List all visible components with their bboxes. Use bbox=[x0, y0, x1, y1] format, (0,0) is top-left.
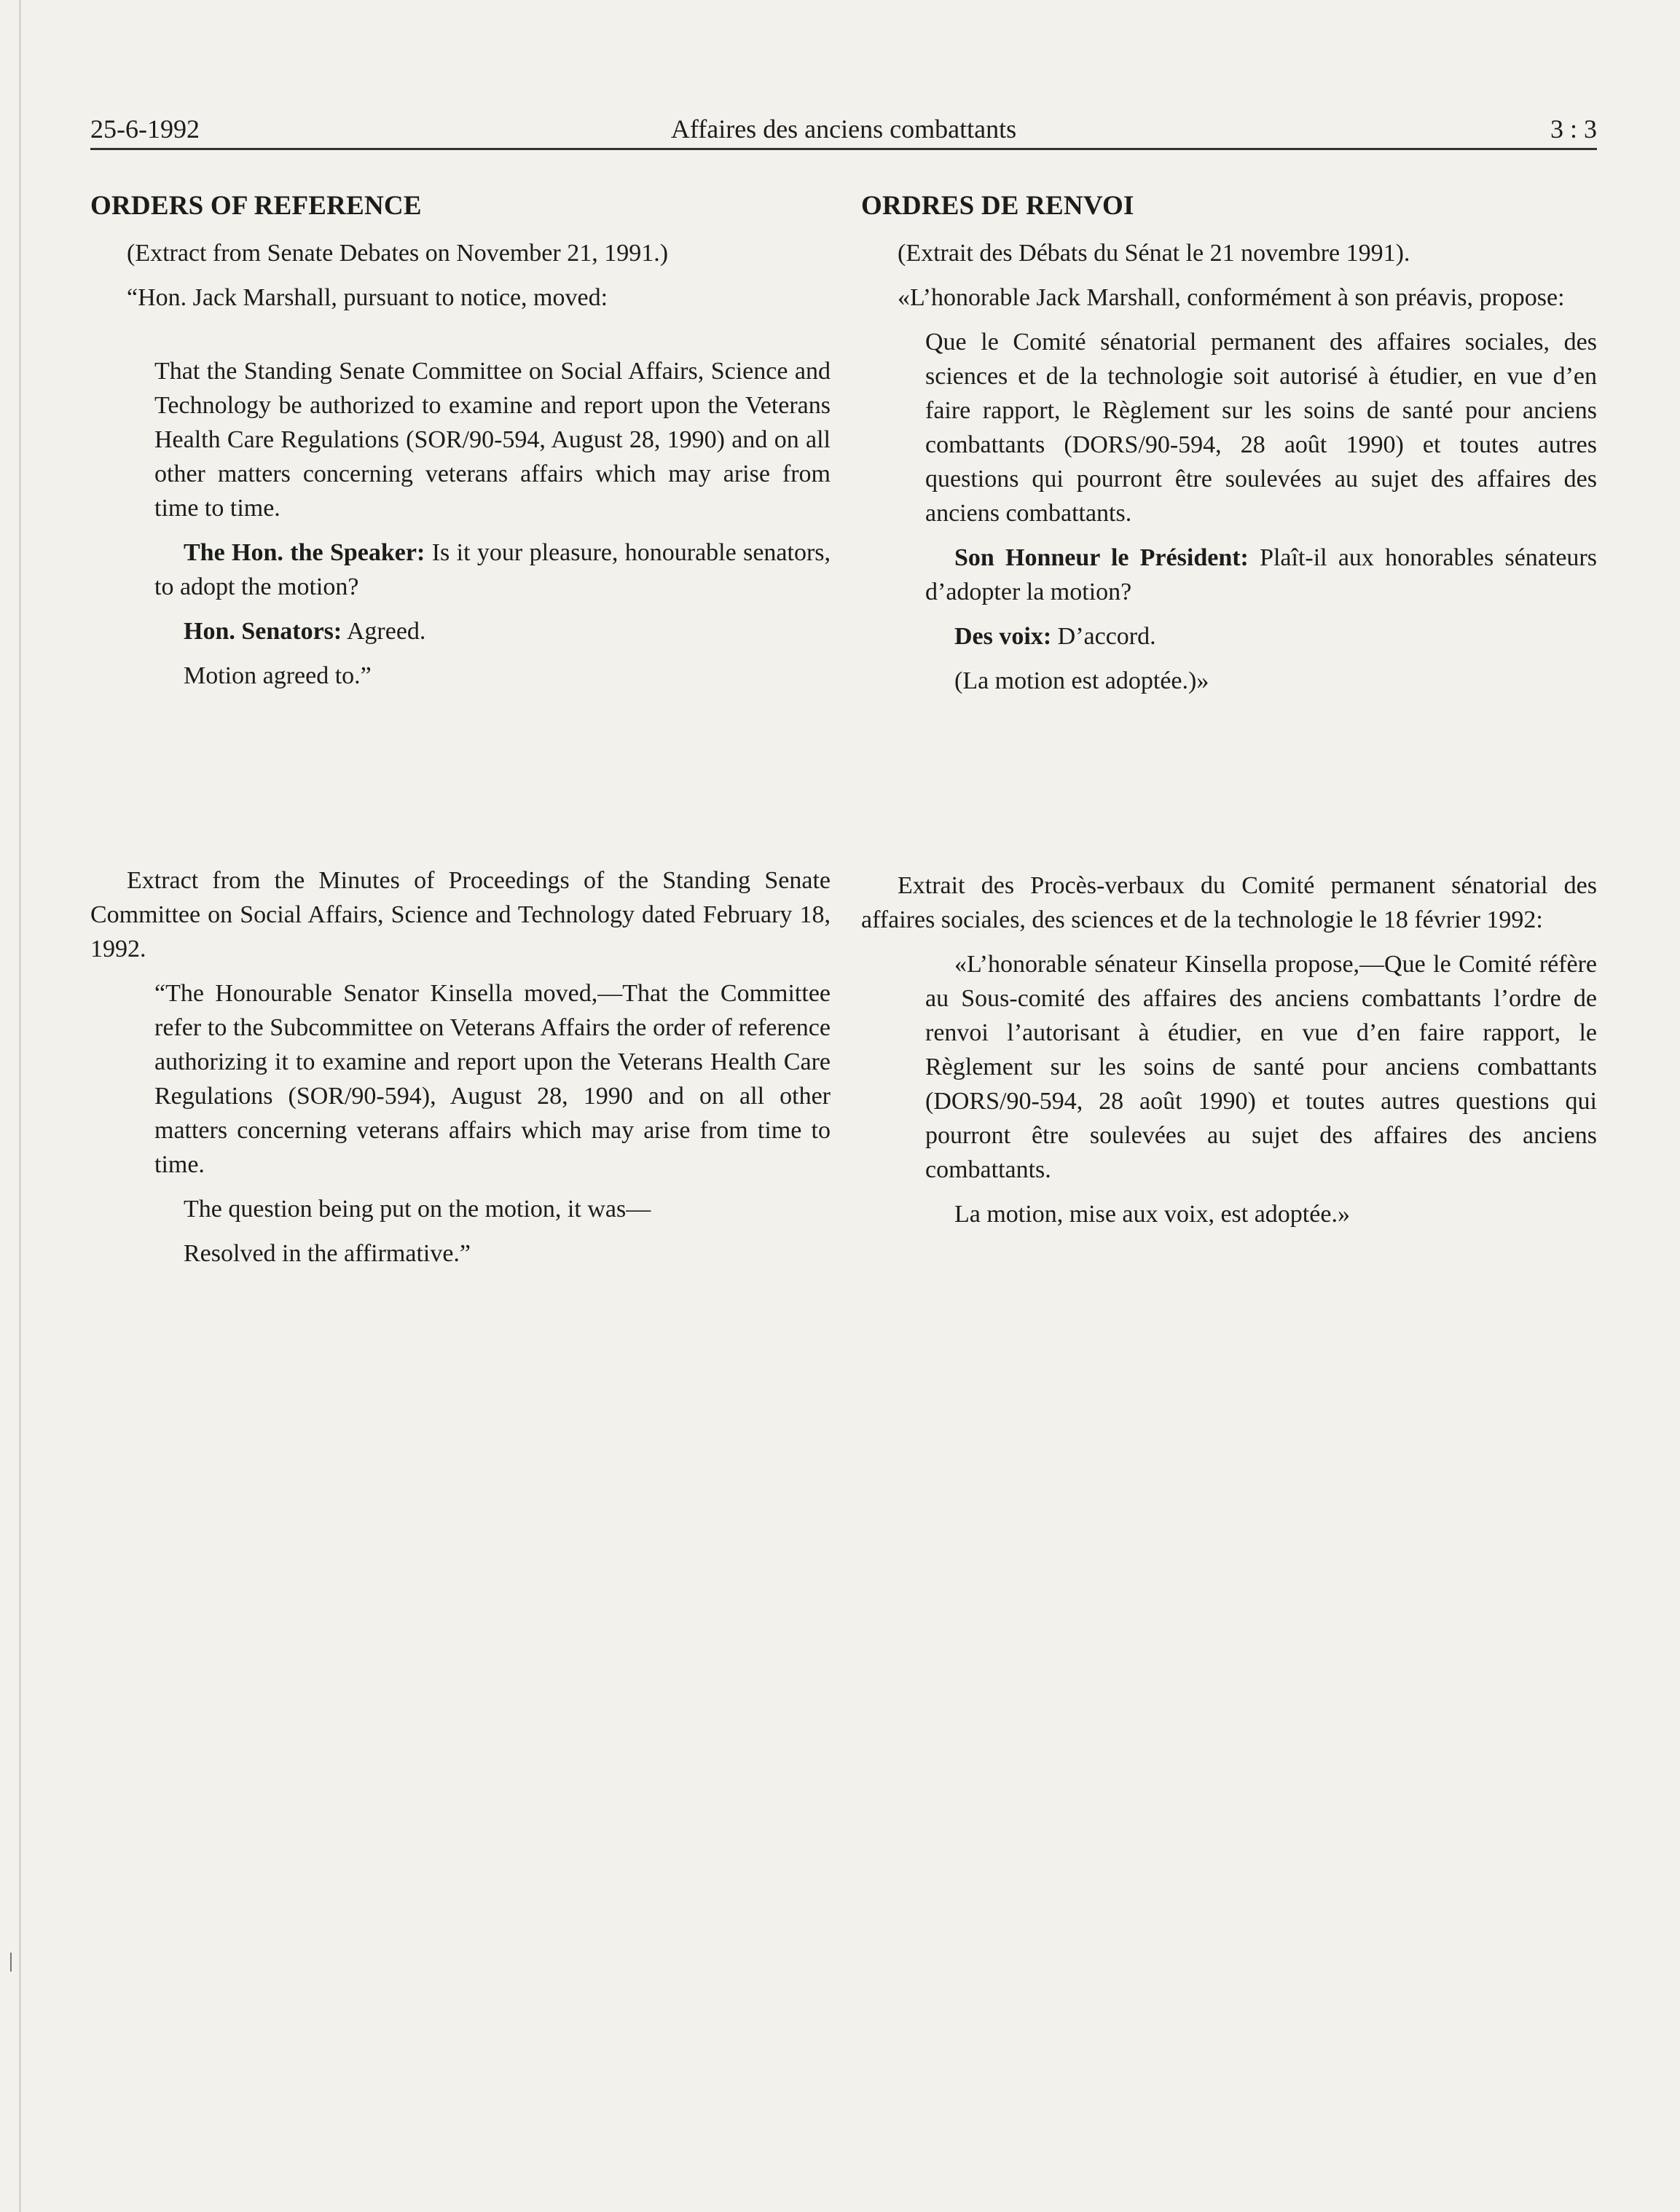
running-header bbox=[90, 109, 1597, 150]
voices-paragraph-fr bbox=[925, 619, 1597, 654]
moved-line-fr: «L’honorable Jack Marshall, conformément à son préavis, propose: bbox=[898, 284, 1565, 311]
page-edge bbox=[19, 0, 21, 2212]
speaker-label-fr: Son Honneur le Président: bbox=[954, 544, 1249, 571]
senators-paragraph bbox=[154, 614, 831, 648]
english-column bbox=[90, 188, 831, 1281]
motion-agreed: Motion agreed to.” bbox=[184, 662, 372, 689]
voices-label-fr: Des voix: bbox=[954, 623, 1052, 650]
voices-text-fr: D’accord. bbox=[1051, 623, 1156, 650]
section-heading: ORDERS OF REFERENCE bbox=[90, 191, 422, 221]
moved-line: “Hon. Jack Marshall, pursuant to notice, moved: bbox=[127, 284, 608, 311]
kinsella-motion: “The Honourable Senator Kinsella moved,—That the Committee refer to the Subcommittee on Veterans Affairs the order of reference authorizing it to examine and report upon the Veterans Health Care Regulations (SOR/90-594), August 28, 1990 and on all other matters concerning veterans affairs which may arise from time to time. bbox=[154, 980, 831, 1178]
motion-adopted-fr: (La motion est adoptée.)» bbox=[954, 667, 1209, 694]
speaker-paragraph bbox=[154, 536, 831, 604]
header-date: 25-6-1992 bbox=[90, 114, 200, 144]
extract-source: (Extract from Senate Debates on November 21, 1991.) bbox=[127, 240, 669, 267]
senators-text: Agreed. bbox=[342, 618, 426, 645]
speaker-text: Is it your pleasure, honourable senators, to adopt the motion? bbox=[154, 539, 831, 600]
speaker-label: The Hon. the Speaker: bbox=[184, 539, 425, 566]
header-page-number: 3 : 3 bbox=[1550, 114, 1597, 144]
margin-mark bbox=[10, 1953, 12, 1972]
minutes-extract: Extract from the Minutes of Proceedings of the Standing Senate Committee on Social Affairs, Science and Technology dated February 18, 1992. bbox=[90, 867, 831, 962]
kinsella-motion-fr: «L’honorable sénateur Kinsella propose,—Que le Comité réfère au Sous-comité des affaires des anciens combattants l’ordre de renvoi l’autorisant à étudier, en vue d’en faire rapport, le Règlement sur les soins de santé pour anciens combattants (DORS/90-594, 28 août 1990) et toutes autres questions qui pourront être soulevées au sujet des affaires des anciens combattants. bbox=[925, 951, 1597, 1183]
speaker-text-fr: Plaît-il aux honorables sénateurs d’adopter la motion? bbox=[925, 544, 1597, 605]
adopted-line-fr: La motion, mise aux voix, est adoptée.» bbox=[954, 1201, 1350, 1228]
speaker-paragraph-fr bbox=[925, 541, 1597, 609]
resolved-line: Resolved in the affirmative.” bbox=[184, 1240, 471, 1267]
motion-text-fr: Que le Comité sénatorial permanent des affaires sociales, des sciences et de la technologie soit autorisé à étudier, en vue d’en faire rapport, le Règlement sur les soins de santé pour anciens combattants (DORS/90-594, 28 août 1990) et toutes autres questions qui pourront être soulevées au sujet des affaires des anciens combattants. bbox=[925, 329, 1597, 527]
extract-source-fr: (Extrait des Débats du Sénat le 21 novembre 1991). bbox=[898, 240, 1410, 267]
motion-text: That the Standing Senate Committee on Social Affairs, Science and Technology be authorized to examine and report upon the Veterans Health Care Regulations (SOR/90-594, August 28, 1990) and on all other matters concerning veterans affairs which may arise from time to time. bbox=[154, 358, 831, 522]
header-title: Affaires des anciens combattants bbox=[670, 114, 1017, 144]
french-column bbox=[861, 188, 1597, 1242]
senators-label: Hon. Senators: bbox=[184, 618, 342, 645]
question-line: The question being put on the motion, it was— bbox=[184, 1196, 651, 1223]
header-rule bbox=[90, 148, 1597, 150]
section-heading-fr: ORDRES DE RENVOI bbox=[861, 191, 1134, 221]
minutes-extract-fr: Extrait des Procès-verbaux du Comité permanent sénatorial des affaires sociales, des sciences et de la technologie le 18 février 1992: bbox=[861, 872, 1597, 933]
